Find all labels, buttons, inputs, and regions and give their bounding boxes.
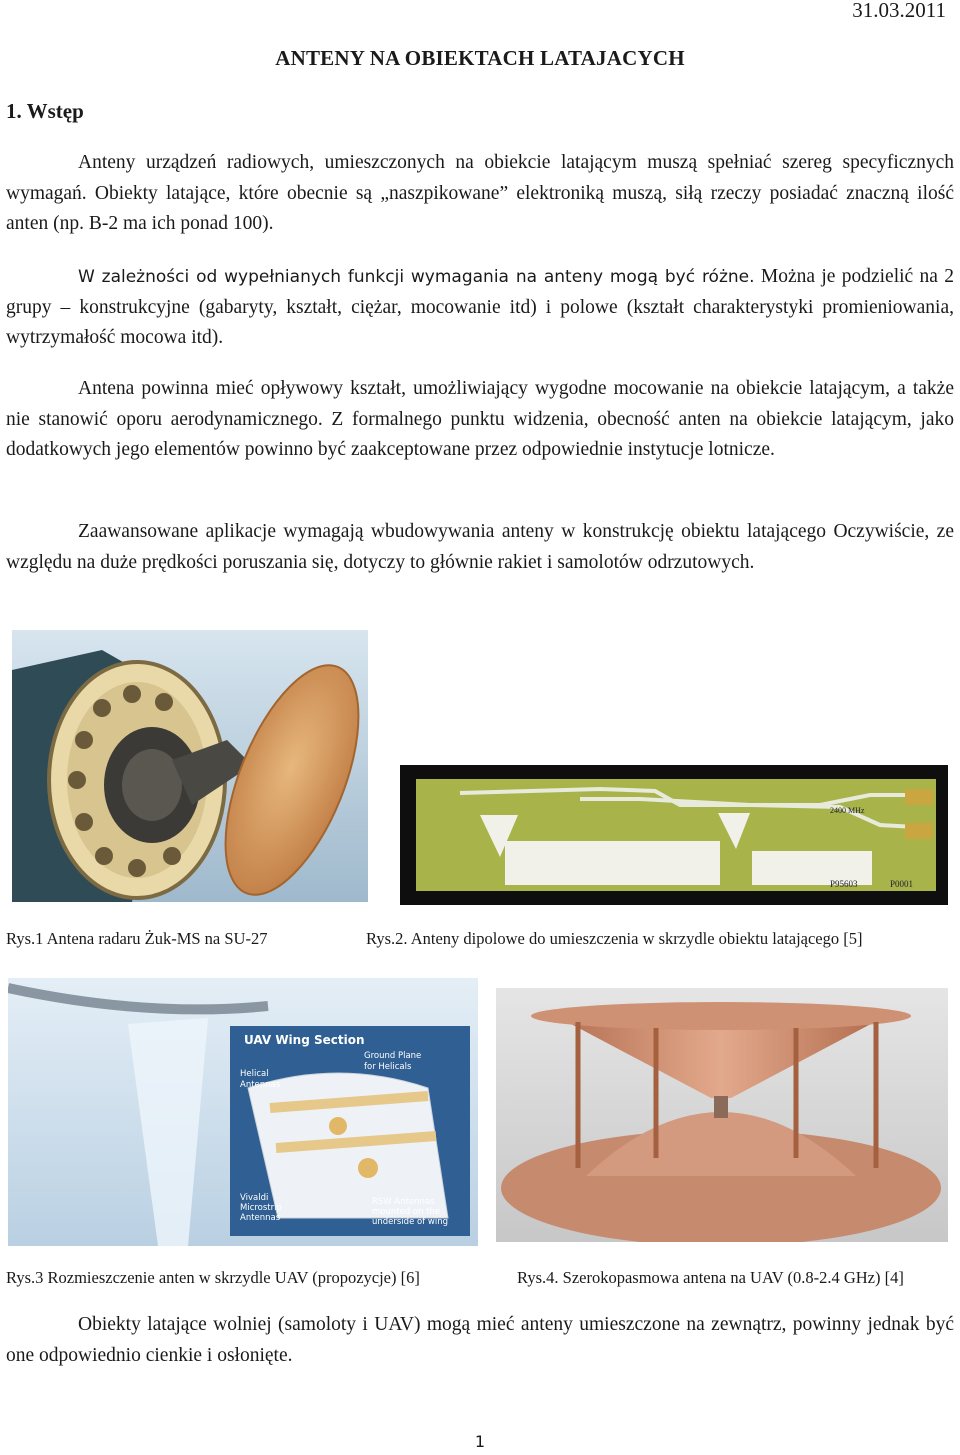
caption-fig4: Rys.4. Szerokopasmowa antena na UAV (0.8-2.4 GHz) [4] [517,1268,904,1287]
page-number: 1 [474,1432,486,1451]
label-helical: Helical [240,1069,269,1079]
label-helical-antennas: Antennas [240,1080,281,1090]
document-date: 31.03.2011 [852,0,946,22]
board-label-part: P95603 [830,879,858,889]
board-label-frequency: 2400 MHz [830,806,865,815]
caption-fig1: Rys.1 Antena radaru Żuk-MS na SU-27 [6,929,268,948]
label-vivaldi-antennas: Antennas [240,1213,281,1223]
label-rsw-mounted: mounted on the [372,1207,441,1217]
caption-fig2: Rys.2. Anteny dipolowe do umieszczenia w skrzydle obiektu latającego [5] [366,929,863,948]
paragraph-closing: Obiekty latające wolniej (samoloty i UAV) mogą mieć anteny umieszczone na zewnątrz, powinny jednak być one odpowiednio cienkie i osłonięte. [6,1314,954,1366]
board-label-serial: P0001 [890,879,914,889]
document-title: ANTENY NA OBIEKTACH LATAJACYCH [275,46,685,70]
paragraph-intro: Anteny urządzeń radiowych, umieszczonych na obiekcie latającym muszą spełniać szereg specyficznych wymagań. Obiekty latające, które obecnie są „naszpikowane” elektroniką muszą, siłą rzeczy posiadać znaczną ilość anten (np. B-2 ma ich ponad 100). [6,152,954,234]
section-heading: 1. Wstęp [6,99,84,123]
label-vivaldi: Vivaldi [240,1193,269,1203]
figure-broadband-antenna [496,988,948,1242]
figure-radar-photo [12,630,368,902]
paragraph-requirements-lead: W zależności od wypełnianych funkcji wymagania na anteny mogą być różne. [78,267,755,287]
wing-title: UAV Wing Section [244,1033,365,1047]
label-microstrip: Microstrip [240,1203,282,1213]
paragraph-aerodynamics: Antena powinna mieć opływowy kształt, umożliwiający wygodne mocowanie na obiekcie latającym, a także nie stanowić oporu aerodynamicznego. Z formalnego punktu widzenia, obecność anten na obiekcie latającym, jako dodatkowych jego elementów powinno być zaakceptowane przez odpowiednie instytucje lotnicze. [6,378,954,460]
label-rsw-underside: underside of wing [372,1217,449,1227]
label-ground-plane: Ground Plane [364,1051,422,1061]
label-for-helicals: for Helicals [364,1062,412,1072]
paragraph-requirements-rest: Można je podzielić na 2 grupy – konstrukcyjne (gabaryty, kształt, ciężar, mocowanie itd) i polowe (kształt charakterystyki promieniowania, wytrzymałość mocowa itd). [6,266,954,348]
figure-uav-wing [8,978,478,1246]
label-rsw: RSW Antennas [372,1197,435,1207]
caption-fig3: Rys.3 Rozmieszczenie anten w skrzydle UAV (propozycje) [6] [6,1268,420,1287]
paragraph-requirements [6,262,954,354]
paragraph-advanced: Zaawansowane aplikacje wymagają wbudowywania anteny w konstrukcję obiektu latającego Oczywiście, ze względu na duże prędkości poruszania się, dotyczy to głównie rakiet i samolotów odrzutowych. [6,521,954,573]
figure-dipole-board [400,765,948,905]
